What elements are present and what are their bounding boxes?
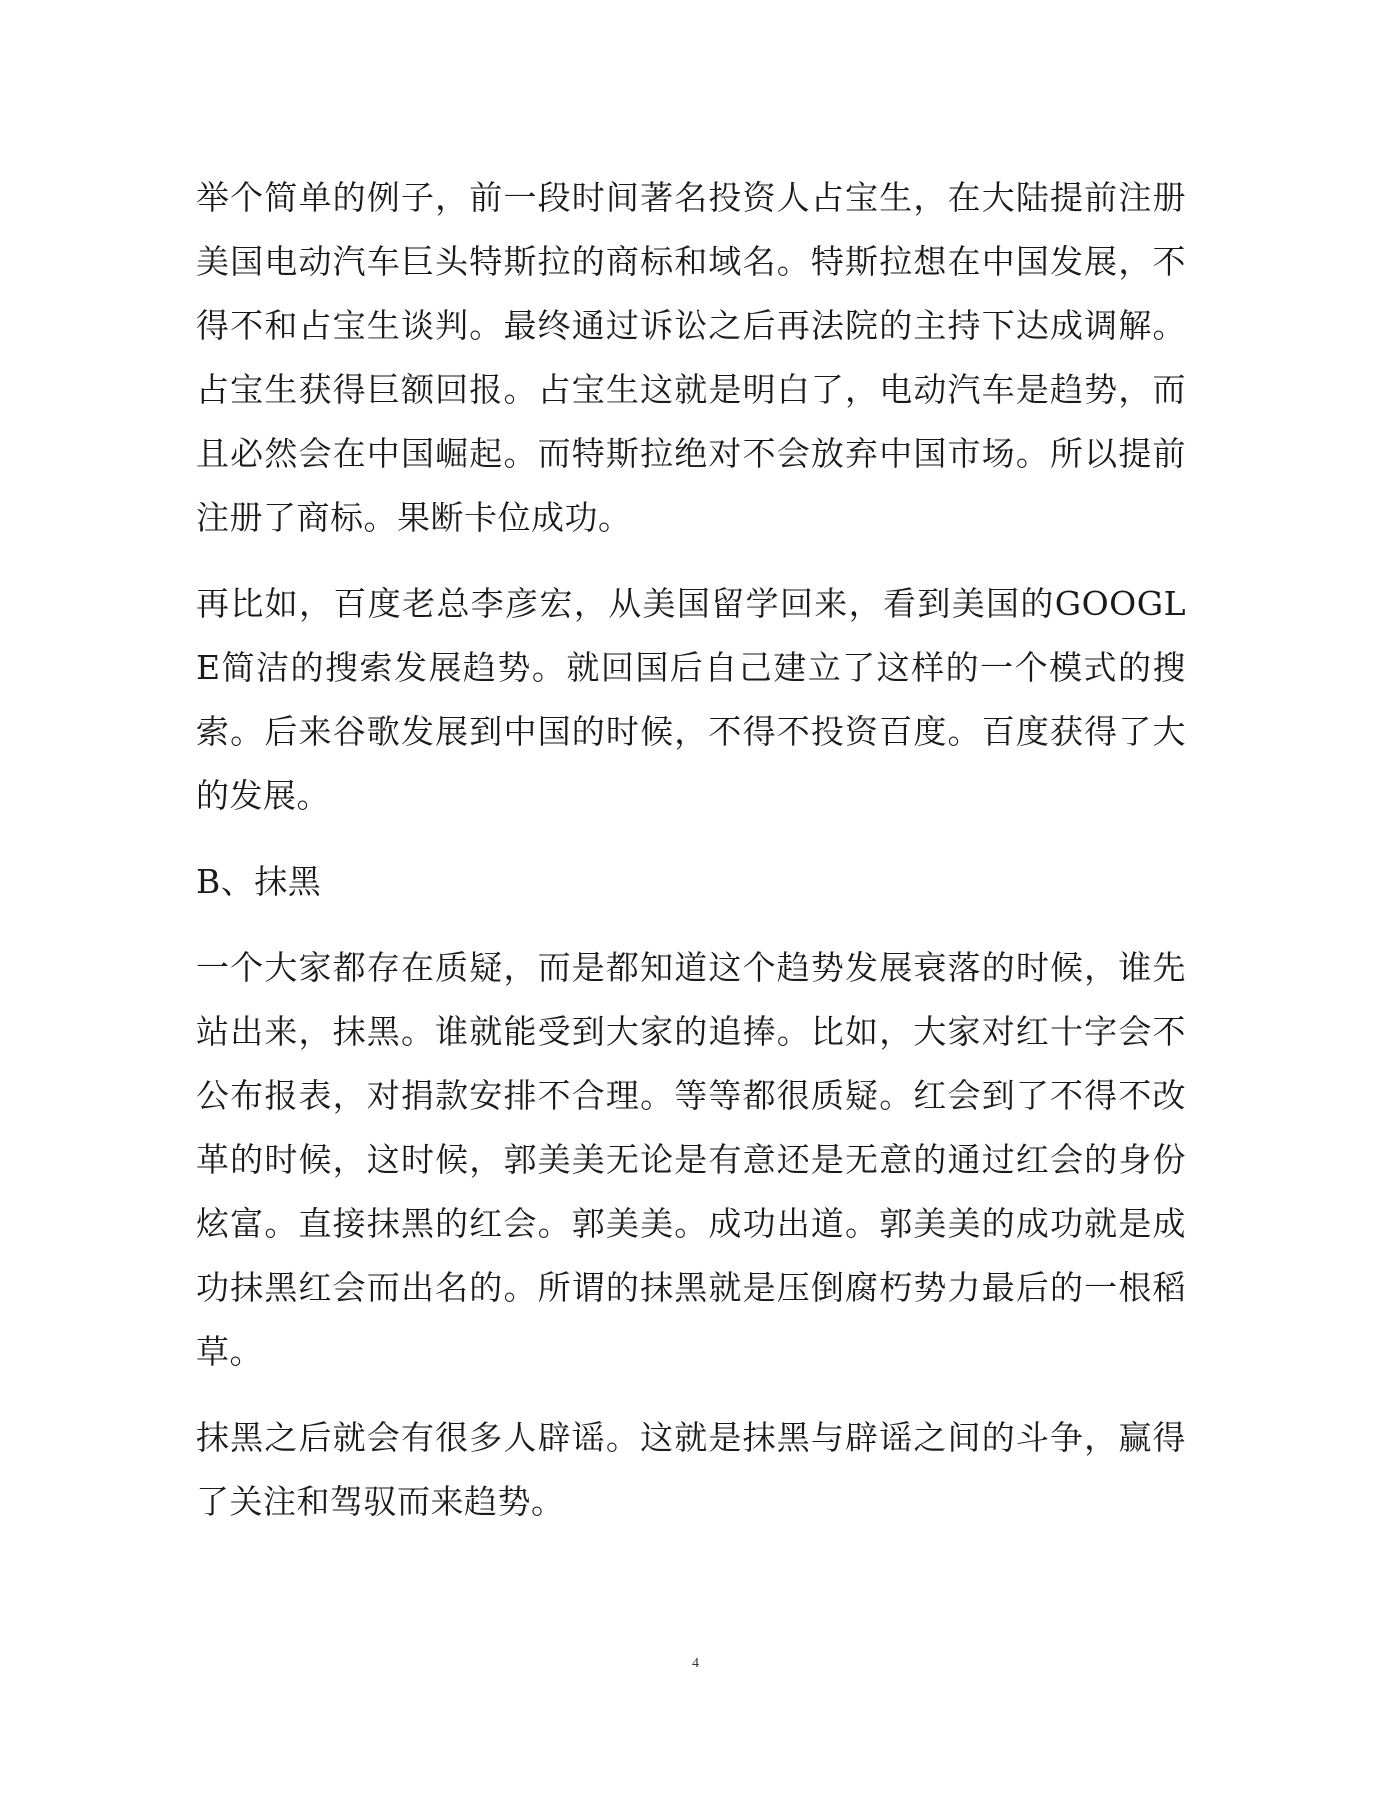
paragraph-smear-explanation: 一个大家都存在质疑，而是都知道这个趋势发展衰落的时候，谁先站出来，抹黑。谁就能受到大家的追捧。比如，大家对红十字会不公布报表，对捐款安排不合理。等等都很质疑。红会到了不得不改革的时候，这时候，郭美美无论是有意还是无意的通过红会的身份炫富。直接抹黑的红会。郭美美。成功出道。郭美美的成功就是成功抹黑红会而出名的。所谓的抹黑就是压倒腐朽势力最后的一根稻草。 [196,948,1186,1371]
document-body [196,166,1186,1534]
paragraph-baidu-example: 再比如，百度老总李彦宏，从美国留学回来，看到美国的GOOGLE简洁的搜索发展趋势。就回国后自己建立了这样的一个模式的搜索。后来谷歌发展到中国的时候，不得不投资百度。百度获得了大的发展。 [196,584,1186,815]
page-number: 4 [692,1656,699,1671]
paragraph-smear-conclusion: 抹黑之后就会有很多人辟谣。这就是抹黑与辟谣之间的斗争，赢得了关注和驾驭而来趋势。 [196,1418,1186,1521]
section-heading-b: B、抹黑 [196,862,322,901]
paragraph-tesla-example: 举个简单的例子，前一段时间著名投资人占宝生，在大陆提前注册美国电动汽车巨头特斯拉的商标和域名。特斯拉想在中国发展，不得不和占宝生谈判。最终通过诉讼之后再法院的主持下达成调解。占宝生获得巨额回报。占宝生这就是明白了，电动汽车是趋势，而且必然会在中国崛起。而特斯拉绝对不会放弃中国市场。所以提前注册了商标。果断卡位成功。 [196,178,1186,537]
